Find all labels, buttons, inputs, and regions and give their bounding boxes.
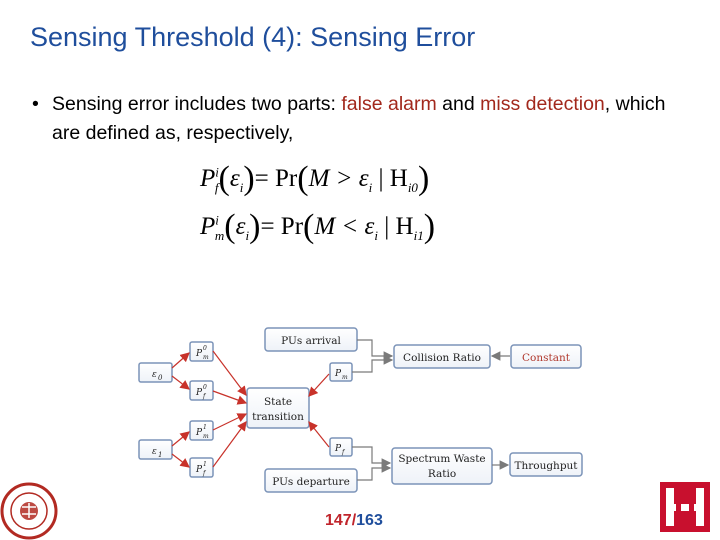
page-total: 163 [356, 512, 383, 529]
collision-ratio-label: Collision Ratio [403, 352, 481, 364]
p-m-0-box [190, 342, 213, 361]
svg-text:0: 0 [203, 345, 207, 352]
collision-ratio-box [394, 345, 490, 368]
formula-false-alarm: $P^i_f(\varepsilon_i)= Pr(M > \varepsilon_i$ | $H_{i0}$) [200, 160, 430, 197]
state-transition-label-2: transition [252, 411, 304, 423]
bullet-symbol: • [32, 93, 39, 115]
uh-logo [660, 482, 710, 532]
svg-text:P: P [335, 444, 342, 454]
svg-text:P: P [196, 428, 203, 438]
svg-text:ε: ε [152, 370, 157, 380]
throughput-label: Throughput [514, 460, 578, 472]
p-f-right-box [330, 438, 352, 456]
epsilon-0-box [139, 363, 172, 382]
page-number: 147/163 [325, 512, 383, 529]
slide-title: Sensing Threshold (4): Sensing Error [30, 22, 476, 52]
svg-text:ε: ε [152, 447, 157, 457]
university-seal-logo [2, 484, 56, 538]
throughput-box [510, 453, 582, 476]
pu-arrival-label: PUs arrival [281, 335, 341, 347]
page-current: 147 [325, 512, 352, 529]
svg-text:f: f [203, 470, 206, 477]
p-m-right-box [330, 363, 352, 381]
epsilon-1-box [139, 440, 172, 459]
svg-text:m: m [203, 354, 209, 361]
pu-departure-box [265, 469, 357, 492]
svg-text:m: m [342, 374, 348, 381]
pu-arrival-box [265, 328, 357, 351]
term-false-alarm: false alarm [341, 93, 437, 115]
spectrum-waste-label-2: Ratio [427, 468, 457, 480]
svg-text:P: P [196, 388, 203, 398]
svg-text:0: 0 [203, 384, 207, 391]
p-f-1-box [190, 458, 213, 477]
svg-text:P: P [335, 369, 342, 379]
svg-text:m: m [203, 433, 209, 440]
svg-text:1: 1 [158, 451, 163, 459]
state-transition-box [247, 388, 309, 428]
constant-label: Constant [522, 352, 570, 364]
svg-text:f: f [203, 393, 206, 400]
spectrum-waste-box [392, 448, 492, 484]
state-transition-label-1: State [263, 396, 293, 408]
svg-text:1: 1 [203, 424, 207, 431]
p-m-1-box [190, 421, 213, 440]
svg-text:P: P [196, 349, 203, 359]
constant-box [511, 345, 581, 368]
p-f-0-box [190, 381, 213, 400]
bullet-post: , which are defined as, respectively, [52, 93, 666, 144]
bullet-pre: Sensing error includes two parts: [52, 93, 342, 115]
svg-text:P: P [196, 465, 203, 475]
svg-text:f: f [342, 449, 345, 456]
formula-miss-detection: $P^i_m(\varepsilon_i)= Pr(M < \varepsilon_i$ | $H_{i1}$) [200, 208, 436, 245]
bullet-mid: and [436, 93, 481, 115]
spectrum-waste-label-1: Spectrum Waste [398, 453, 486, 465]
svg-text:0: 0 [158, 374, 163, 382]
pu-departure-label: PUs departure [272, 476, 350, 488]
svg-text:1: 1 [203, 461, 207, 468]
term-miss-detection: miss detection [480, 93, 605, 115]
